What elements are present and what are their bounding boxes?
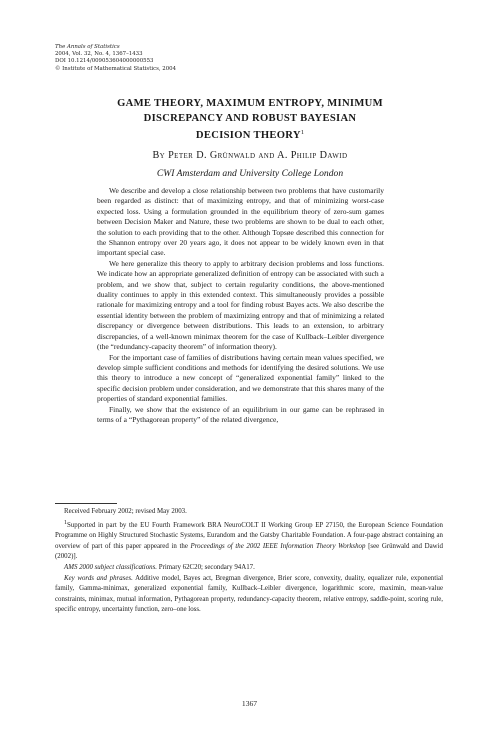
title-line-1: GAME THEORY, MAXIMUM ENTROPY, MINIMUM xyxy=(117,98,383,109)
affiliation: CWI Amsterdam and University College London xyxy=(156,168,344,179)
title-line-2: DISCREPANCY AND ROBUST BAYESIAN xyxy=(143,112,357,124)
footnotes xyxy=(55,507,443,616)
funding-footnote: $^1$Supported in part by the EU Fourth Framework BRA NeuroCOLT II Working Group EP 27150, the European Science Foundation Programme on Highly Structured Stochastic Systems, Eurandom and the Gatsby Charitable Foundation. A four-page abstract containing an overview of part of this paper appeared in the Proceedings of the 2002 IEEE Information Theory Workshop [see Grünwald and Dawid (2002)]. xyxy=(55,519,443,561)
received-dates: Received February 2002; revised May 2003. xyxy=(64,508,187,515)
abstract-paragraph-2: We here generalize this theory to apply to arbitrary decision problems and loss functions. We indicate how an appropriate generalized definition of entropy can be associated with such a problem, and we show that, subject to certain regularity conditions, the above-mentioned duality continues to apply in this extended context. This simultaneously provides a possible rationale for maximizing entropy and a tool for finding robust Bayes acts. We also describe the essential identity between the problem of maximizing entropy and that of minimizing a related discrepancy or divergence between distributions. This leads to an extension, to arbitrary discrepancies, of a well-known minimax theorem for the case of Kullback–Leibler divergence (the “redundancy-capacity theorem” of information theory). xyxy=(97,258,384,352)
page-number: 1367 xyxy=(241,699,258,708)
abstract-paragraph-4: Finally, we show that the existence of an equilibrium in our game can be rephrased in terms of a “Pythagorean property” of the related divergence, xyxy=(97,404,384,424)
keywords: Key words and phrases. Additive model, Bayes act, Bregman divergence, Brier score, convexity, duality, equalizer rule, exponential family, Gamma-minimax, generalized exponential family, Kullback–Leibler divergence, logarithmic score, maximin, mean-value constraints, minimax, mutual information, Pythagorean property, redundancy-capacity theorem, relative entropy, saddle-point, scoring rule, specific entropy, uncertainty function, zero–one loss. xyxy=(55,574,443,614)
authors-line: By Peter D. Grünwald and A. Philip Dawid xyxy=(152,150,348,161)
ams-classification: AMS 2000 subject classifications. Primary 62C20; secondary 94A17. xyxy=(64,563,255,571)
abstract-paragraph-1: We describe and develop a close relationship between two problems that have customarily been regarded as distinct: that of maximizing entropy, and that of minimizing worst-case expected loss. Using a formulation grounded in the equilibrium theory of zero-sum games between Decision Maker and Nature, these two problems are shown to be dual to each other, the solution to each providing that to the other. Although Topsøe described this connection for the Shannon entropy over 20 years ago, it does not appear to be widely known even in that important special case. xyxy=(97,186,384,258)
title-line-3: DECISION THEORY$^1$ xyxy=(195,129,305,142)
title-footnote-mark: 1 xyxy=(300,129,305,137)
proceedings-title: Proceedings of the 2002 IEEE Information Theory Workshop xyxy=(190,542,366,550)
copyright: © Institute of Mathematical Statistics, 2004 xyxy=(55,65,177,72)
paper-title xyxy=(60,97,440,144)
journal-name: The Annals of Statistics xyxy=(55,44,120,50)
abstract-paragraph-3: For the important case of families of distributions having certain mean values specified, we develop simple sufficient conditions and methods for identifying the desired solutions. We use this theory to introduce a new concept of “generalized exponential family” linked to the specific decision problem under consideration, and we demonstrate that this shares many of the properties of standard exponential families. xyxy=(97,352,384,404)
volume-info: 2004, Vol. 32, No. 4, 1367–1433 xyxy=(55,51,143,58)
footnote-rule xyxy=(55,503,117,504)
journal-masthead xyxy=(55,44,355,73)
abstract xyxy=(97,186,384,425)
doi: DOI 10.1214/009053604000000553 xyxy=(55,58,154,65)
funding-footnote-mark: 1 xyxy=(64,519,67,526)
